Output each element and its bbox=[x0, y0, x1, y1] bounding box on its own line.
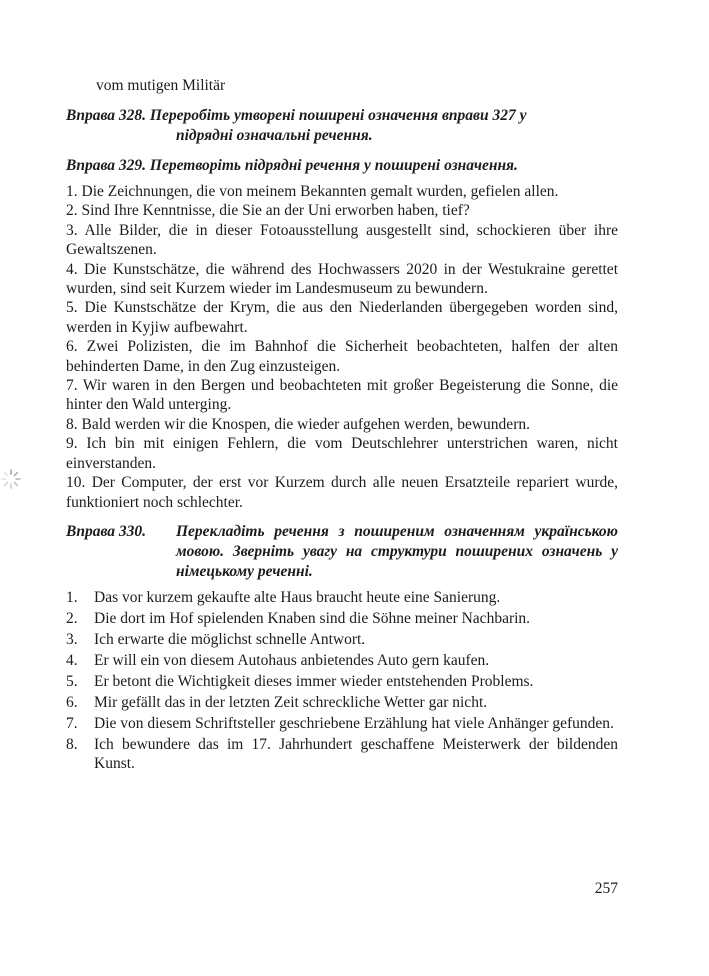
list-item bbox=[66, 651, 618, 671]
item-number: 8. bbox=[66, 735, 78, 753]
item-text: Er will ein von diesem Autohaus anbietendes Auto gern kaufen. bbox=[94, 651, 490, 669]
sentence-item: 9. Ich bin mit einigen Fehlern, die vom Deutschlehrer unterstrichen waren, nicht einverstanden. bbox=[66, 435, 618, 472]
item-text: Ich bewundere das im 17. Jahrhundert geschaffene Meisterwerk der bildenden Kunst. bbox=[94, 735, 618, 773]
list-item bbox=[66, 609, 618, 629]
sentence-item: 2. Sind Ihre Kenntnisse, die Sie an der Uni erworben haben, tief? bbox=[66, 202, 470, 220]
task-328-text-line1: Переробіть утворені поширені означення вправи 327 у bbox=[149, 107, 527, 124]
task-329-label: Вправа 329. bbox=[66, 157, 147, 174]
sentence-item: 10. Der Computer, der erst vor Kurzem durch alle neuen Ersatzteile repariert wurde, funktioniert noch schlechter. bbox=[66, 474, 618, 511]
task-329-sentences bbox=[66, 182, 618, 512]
item-number: 7. bbox=[66, 714, 78, 732]
item-number: 1. bbox=[66, 588, 78, 606]
item-text: Das vor kurzem gekaufte alte Haus braucht heute eine Sanierung. bbox=[94, 588, 501, 606]
sentence-item: 3. Alle Bilder, die in dieser Fotoausstellung ausgestellt sind, schockieren über ihre Gewaltszenen. bbox=[66, 221, 618, 259]
list-item bbox=[66, 588, 618, 608]
item-number: 3. bbox=[66, 630, 78, 648]
list-item bbox=[66, 714, 618, 734]
sentence-item: 8. Bald werden wir die Knospen, die wieder aufgehen werden, bewundern. bbox=[66, 415, 530, 433]
item-text: Mir gefällt das in der letzten Zeit schreckliche Wetter gar nicht. bbox=[94, 693, 488, 711]
list-item bbox=[66, 630, 618, 650]
task-330-label: Вправа 330. bbox=[66, 522, 147, 540]
document-page bbox=[66, 76, 618, 775]
continued-line: vom mutigen Militär bbox=[96, 77, 226, 94]
item-text: Die dort im Hof spielenden Knaben sind die Söhne meiner Nachbarin. bbox=[94, 609, 531, 627]
list-item bbox=[66, 693, 618, 713]
task-330-heading bbox=[66, 522, 618, 582]
page-number: 257 bbox=[594, 880, 618, 897]
task-330-list bbox=[66, 588, 618, 774]
loading-spinner-icon bbox=[0, 468, 22, 490]
list-item bbox=[66, 735, 618, 774]
item-number: 5. bbox=[66, 672, 78, 690]
sentence-item: 7. Wir waren in den Bergen und beobachteten mit großer Begeisterung die Sonne, die hinter den Wald unterging. bbox=[66, 377, 618, 414]
task-328-heading bbox=[66, 106, 618, 146]
item-number: 2. bbox=[66, 609, 78, 627]
task-328-label: Вправа 328. bbox=[66, 107, 147, 124]
item-text: Die von diesem Schriftsteller geschriebene Erzählung hat viele Anhänger gefunden. bbox=[94, 714, 614, 732]
task-329-heading bbox=[66, 156, 618, 176]
list-item bbox=[66, 672, 618, 692]
sentence-item: 5. Die Kunstschätze der Krym, die aus den Niederlanden übergegeben worden sind, werden in Kyjiw aufbewahrt. bbox=[66, 299, 618, 336]
item-text: Ich erwarte die möglichst schnelle Antwort. bbox=[94, 630, 366, 648]
item-number: 6. bbox=[66, 693, 78, 711]
task-330-text: Перекладіть речення з поширеним означенням українською мовою. Зверніть увагу на структури поширених означень у німецькому реченні. bbox=[176, 522, 618, 580]
task-328-text-line2: підрядні означальні речення. bbox=[176, 127, 373, 144]
item-number: 4. bbox=[66, 651, 78, 669]
item-text: Er betont die Wichtigkeit dieses immer wieder entstehenden Problems. bbox=[94, 672, 534, 690]
task-329-text: Перетворіть підрядні речення у поширені означення. bbox=[149, 157, 518, 174]
sentence-item: 6. Zwei Polizisten, die im Bahnhof die Sicherheit beobachteten, halfen der alten behinderten Dame, in den Zug einzusteigen. bbox=[66, 338, 618, 375]
sentence-item: 1. Die Zeichnungen, die von meinem Bekannten gemalt wurden, gefielen allen. bbox=[66, 183, 559, 200]
sentence-item: 4. Die Kunstschätze, die während des Hochwassers 2020 in der Westukraine gerettet wurden, sind seit Kurzem wieder im Landesmuseum zu bewundern. bbox=[66, 260, 618, 298]
